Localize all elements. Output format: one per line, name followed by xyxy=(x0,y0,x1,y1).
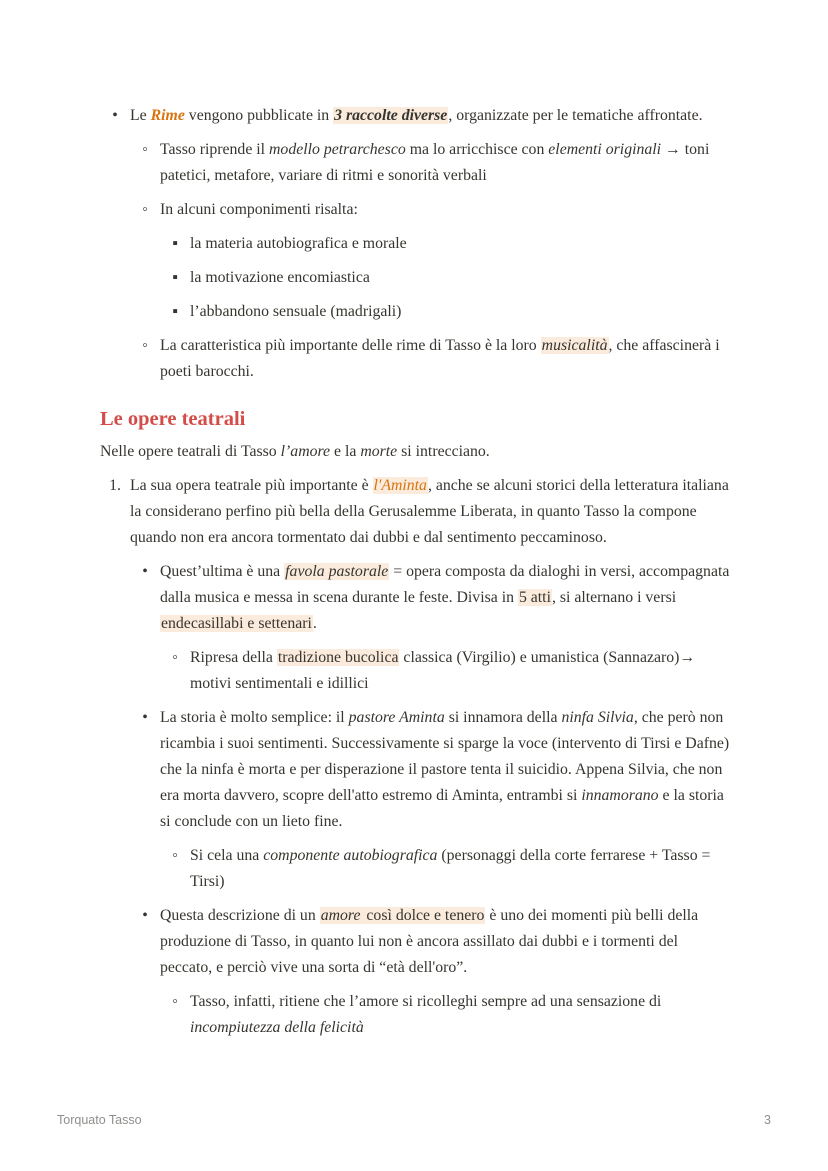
paragraph xyxy=(100,439,732,465)
numbered-list-item xyxy=(100,473,732,551)
list-item xyxy=(130,333,732,385)
text-segment: modello petrarchesco xyxy=(269,141,406,158)
text-segment: amore xyxy=(320,907,361,924)
list-item-text xyxy=(190,989,732,1041)
text-segment: così dolce e tenero xyxy=(362,907,485,924)
text-segment: In alcuni componimenti risalta: xyxy=(160,201,358,218)
list-item-text xyxy=(160,137,732,189)
text-segment: classica (Virgilio) e umanistica (Sannazaro)→ motivi sentimentali e idillici xyxy=(190,649,696,692)
text-segment: , anche se alcuni storici della letteratura italiana la considerano perfino più bella della Gerusalemme Liberata, in quanto Tasso la compone quando non era ancora tormentato dai dubbi e dal sentimento peccaminoso. xyxy=(130,477,729,546)
text-segment: Questa descrizione di un xyxy=(160,907,320,924)
text-segment: e la storia si conclude con un lieto fine. xyxy=(160,787,724,830)
text-segment: La caratteristica più importante delle rime di Tasso è la loro xyxy=(160,337,541,354)
list-item xyxy=(130,137,732,189)
list-item xyxy=(130,559,732,637)
list-item-text xyxy=(130,103,732,129)
list-item-text xyxy=(160,903,732,981)
text-segment: vengono pubblicate in xyxy=(184,107,334,124)
list-item xyxy=(130,197,732,223)
text-segment: e la xyxy=(330,443,361,460)
text-segment: si innamora della xyxy=(444,709,562,726)
text-segment: endecasillabi e settenari xyxy=(161,615,312,632)
list-item-text xyxy=(160,559,732,637)
footer-document-title: Torquato Tasso xyxy=(57,1113,142,1127)
list-item-text xyxy=(190,843,732,895)
list-item-text xyxy=(160,197,732,223)
bullet-marker: ◦ xyxy=(142,141,148,158)
text-segment: (personaggi della corte ferrarese + Tasso = Tirsi) xyxy=(190,847,711,890)
text-segment: → toni patetici, metafore, variare di ritmi e sonorità verbali xyxy=(160,141,710,184)
bullet-marker: ▪ xyxy=(172,303,178,320)
text-segment: elementi originali xyxy=(548,141,662,158)
document-content xyxy=(100,103,732,1049)
list-item xyxy=(100,103,732,129)
bullet-marker: ◦ xyxy=(172,993,178,1010)
text-segment: la motivazione encomiastica xyxy=(190,269,370,286)
text-segment: = opera composta da dialoghi in versi, accompagnata dalla musica e messa in scena durante le feste. Divisa in xyxy=(160,563,730,606)
text-segment: . xyxy=(312,615,317,632)
text-segment: , che affascinerà i poeti barocchi. xyxy=(160,337,720,380)
text-segment: Nelle opere teatrali di Tasso xyxy=(100,443,281,460)
text-segment: , organizzate per le tematiche affrontate. xyxy=(448,107,703,124)
page-number: 3 xyxy=(764,1113,771,1127)
list-item xyxy=(160,299,732,325)
list-item-text xyxy=(190,231,732,257)
text-segment: favola pastorale xyxy=(285,563,389,580)
text-segment: componente autobiografica xyxy=(263,847,438,864)
text-segment: ninfa Silvia xyxy=(561,709,634,726)
text-segment: 3 raccolte diverse xyxy=(334,107,448,124)
text-segment: pastore Aminta xyxy=(348,709,445,726)
text-segment: Ripresa della xyxy=(190,649,277,666)
bullet-marker: • xyxy=(142,563,148,580)
list-item xyxy=(160,989,732,1041)
list-item-text xyxy=(130,473,732,551)
text-segment: Quest’ultima è una xyxy=(160,563,285,580)
bullet-marker: ◦ xyxy=(142,201,148,218)
text-segment: musicalità xyxy=(541,337,608,354)
text-segment: Tasso, infatti, ritiene che l’amore si ricolleghi sempre ad una sensazione di xyxy=(190,993,662,1010)
text-segment: ma lo arricchisce con xyxy=(405,141,549,158)
text-segment: Tasso riprende il xyxy=(160,141,270,158)
list-item xyxy=(130,903,732,981)
page-link-aminta[interactable]: l'Aminta xyxy=(373,477,427,494)
bullet-marker: ◦ xyxy=(172,847,178,864)
bullet-marker: ▪ xyxy=(172,235,178,252)
bullet-marker: • xyxy=(112,107,118,124)
section-heading: Le opere teatrali xyxy=(100,408,246,430)
text-segment: Le xyxy=(130,107,151,124)
text-segment: tradizione bucolica xyxy=(277,649,399,666)
list-item xyxy=(160,645,732,697)
page-footer xyxy=(57,1113,771,1127)
bullet-marker: • xyxy=(142,907,148,924)
text-segment: incompiutezza della felicità xyxy=(190,1019,364,1036)
text-segment: , che però non ricambia i suoi sentimenti. Successivamente si sparge la voce (intervento di Tirsi e Dafne) che la ninfa è morta e per disperazione il pastore tenta il suicidio. Appena Silvia, che non era morta davvero, scopre dell'atto estremo di Aminta, entrambi si xyxy=(160,709,730,804)
text-segment: la materia autobiografica e morale xyxy=(190,235,407,252)
text-segment: è uno dei momenti più belli della produzione di Tasso, in quanto lui non è ancora assillato dai dubbi e i tormenti del peccato, e perciò vive una sorta di “età dell'oro”. xyxy=(160,907,699,976)
text-segment: La sua opera teatrale più importante è xyxy=(130,477,373,494)
list-item-text xyxy=(190,299,732,325)
number-marker: 1. xyxy=(109,477,121,494)
text-segment: Si cela una xyxy=(190,847,264,864)
list-item xyxy=(160,843,732,895)
list-item-text xyxy=(190,265,732,291)
text-segment: l’amore xyxy=(280,443,331,460)
text-segment: l’abbandono sensuale (madrigali) xyxy=(190,303,402,320)
text-segment: , si alternano i versi xyxy=(551,589,677,606)
text-segment: La storia è molto semplice: il xyxy=(160,709,349,726)
text-segment: morte xyxy=(360,443,398,460)
bullet-marker: ▪ xyxy=(172,269,178,286)
list-item-text xyxy=(160,705,732,835)
list-item-text xyxy=(190,645,732,697)
text-segment: si intrecciano. xyxy=(397,443,490,460)
text-segment: 5 atti xyxy=(518,589,551,606)
list-item xyxy=(130,705,732,835)
bullet-marker: ◦ xyxy=(142,337,148,354)
list-item-text xyxy=(160,333,732,385)
bullet-marker: • xyxy=(142,709,148,726)
list-item xyxy=(160,265,732,291)
list-item xyxy=(160,231,732,257)
text-segment: innamorano xyxy=(581,787,659,804)
page-link-rime[interactable]: Rime xyxy=(150,107,185,124)
bullet-marker: ◦ xyxy=(172,649,178,666)
